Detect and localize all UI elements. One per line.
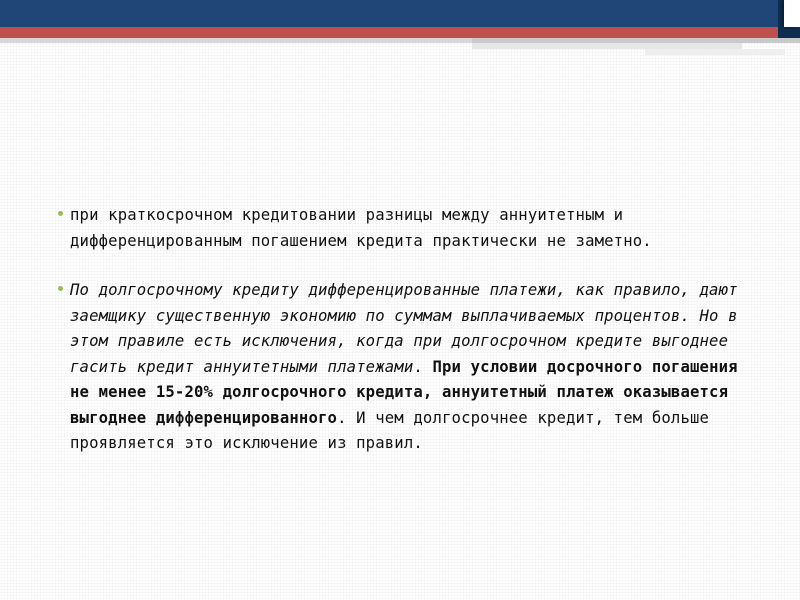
italic-text: По долгосрочному кредиту дифференцированные платежи, как правило, дают заемщику существенную экономию по суммам выплачиваемых процентов. Но в этом правиле есть исключения, когда при долгосрочном кредите выгоднее гасить кредит аннуитетными платежами — [70, 281, 738, 376]
slide-content — [58, 203, 748, 457]
bullet-icon — [58, 286, 63, 291]
bullet-icon — [58, 211, 63, 216]
bullet-item — [58, 278, 748, 457]
header-corner-page-curl — [784, 0, 800, 27]
bullet-text: при краткосрочном кредитовании разницы между аннуитетным и дифференцированным погашением кредита практически не заметно. — [70, 206, 652, 250]
header-bar-navy — [0, 0, 778, 27]
tail-text: . И чем долгосрочнее кредит, тем больше проявляется это исключение из правил. — [70, 408, 710, 452]
bullet-item — [58, 203, 748, 254]
header-bar-light — [645, 49, 785, 55]
header-bar-red — [0, 27, 778, 38]
bold-text: При условии досрочного погашения не менее 15-20% долгосрочного кредита, аннуитетный платеж оказывается выгоднее дифференцированного — [70, 357, 738, 427]
separator-text: . — [413, 357, 433, 376]
header-bar-light — [0, 38, 472, 43]
bullet-text — [70, 278, 748, 457]
